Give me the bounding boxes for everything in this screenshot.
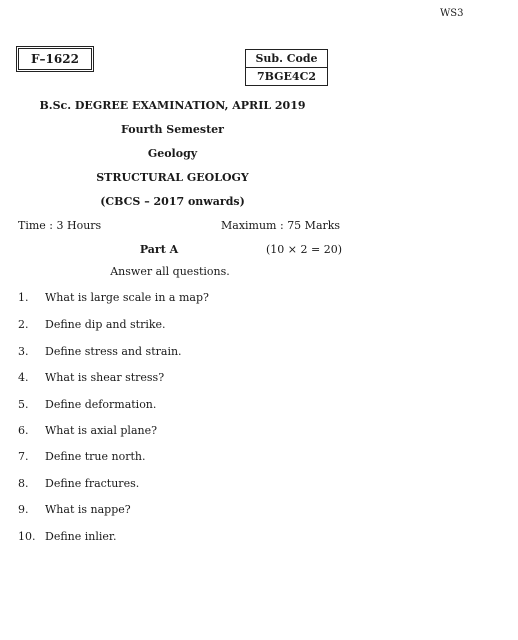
question-text: Define fractures. [45,477,140,490]
question-number: 4. [18,371,29,384]
sub-code-value: 7BGE4C2 [257,70,316,83]
question-number: 7. [18,450,29,463]
question-number: 9. [18,503,29,516]
sheet-code: WS3 [440,8,464,19]
question-item [18,477,139,490]
sub-code-label: Sub. Code [246,50,327,68]
question-item [18,291,209,304]
question-item [18,530,116,543]
part-a-title: Part A [139,243,179,256]
question-number: 8. [18,477,29,490]
question-text: Define true north. [45,450,146,463]
question-item [18,318,166,331]
scheme: (CBCS – 2017 onwards) [100,195,245,208]
question-number: 5. [18,398,29,411]
question-item [18,450,146,463]
question-number: 2. [18,318,29,331]
question-text: Define stress and strain. [45,345,182,358]
sub-code-box [245,49,328,86]
maximum-marks: Maximum : 75 Marks [221,219,341,232]
question-text: Define inlier. [45,530,117,543]
question-item [18,424,157,437]
question-number: 6. [18,424,29,437]
question-number: 3. [18,345,29,358]
question-item [18,345,182,358]
semester: Fourth Semester [121,123,224,136]
question-text: Define dip and strike. [45,318,166,331]
question-number: 10. [18,530,36,543]
part-a-instruction: Answer all questions. [110,265,230,278]
question-text: Define deformation. [45,398,157,411]
part-a-marks: (10 × 2 = 20) [266,243,342,256]
paper-code-box: F–1622 [18,48,92,70]
question-text: What is nappe? [45,503,131,516]
question-text: What is axial plane? [45,424,157,437]
subject: Geology [147,147,198,160]
degree-title: B.Sc. DEGREE EXAMINATION, APRIL 2019 [39,99,306,112]
question-number: 1. [18,291,29,304]
question-item [18,371,164,384]
question-text: What is large scale in a map? [45,291,209,304]
time-allowed: Time : 3 Hours [18,219,102,232]
question-item [18,398,156,411]
question-item [18,503,131,516]
paper-title: STRUCTURAL GEOLOGY [96,171,249,184]
question-text: What is shear stress? [45,371,165,384]
